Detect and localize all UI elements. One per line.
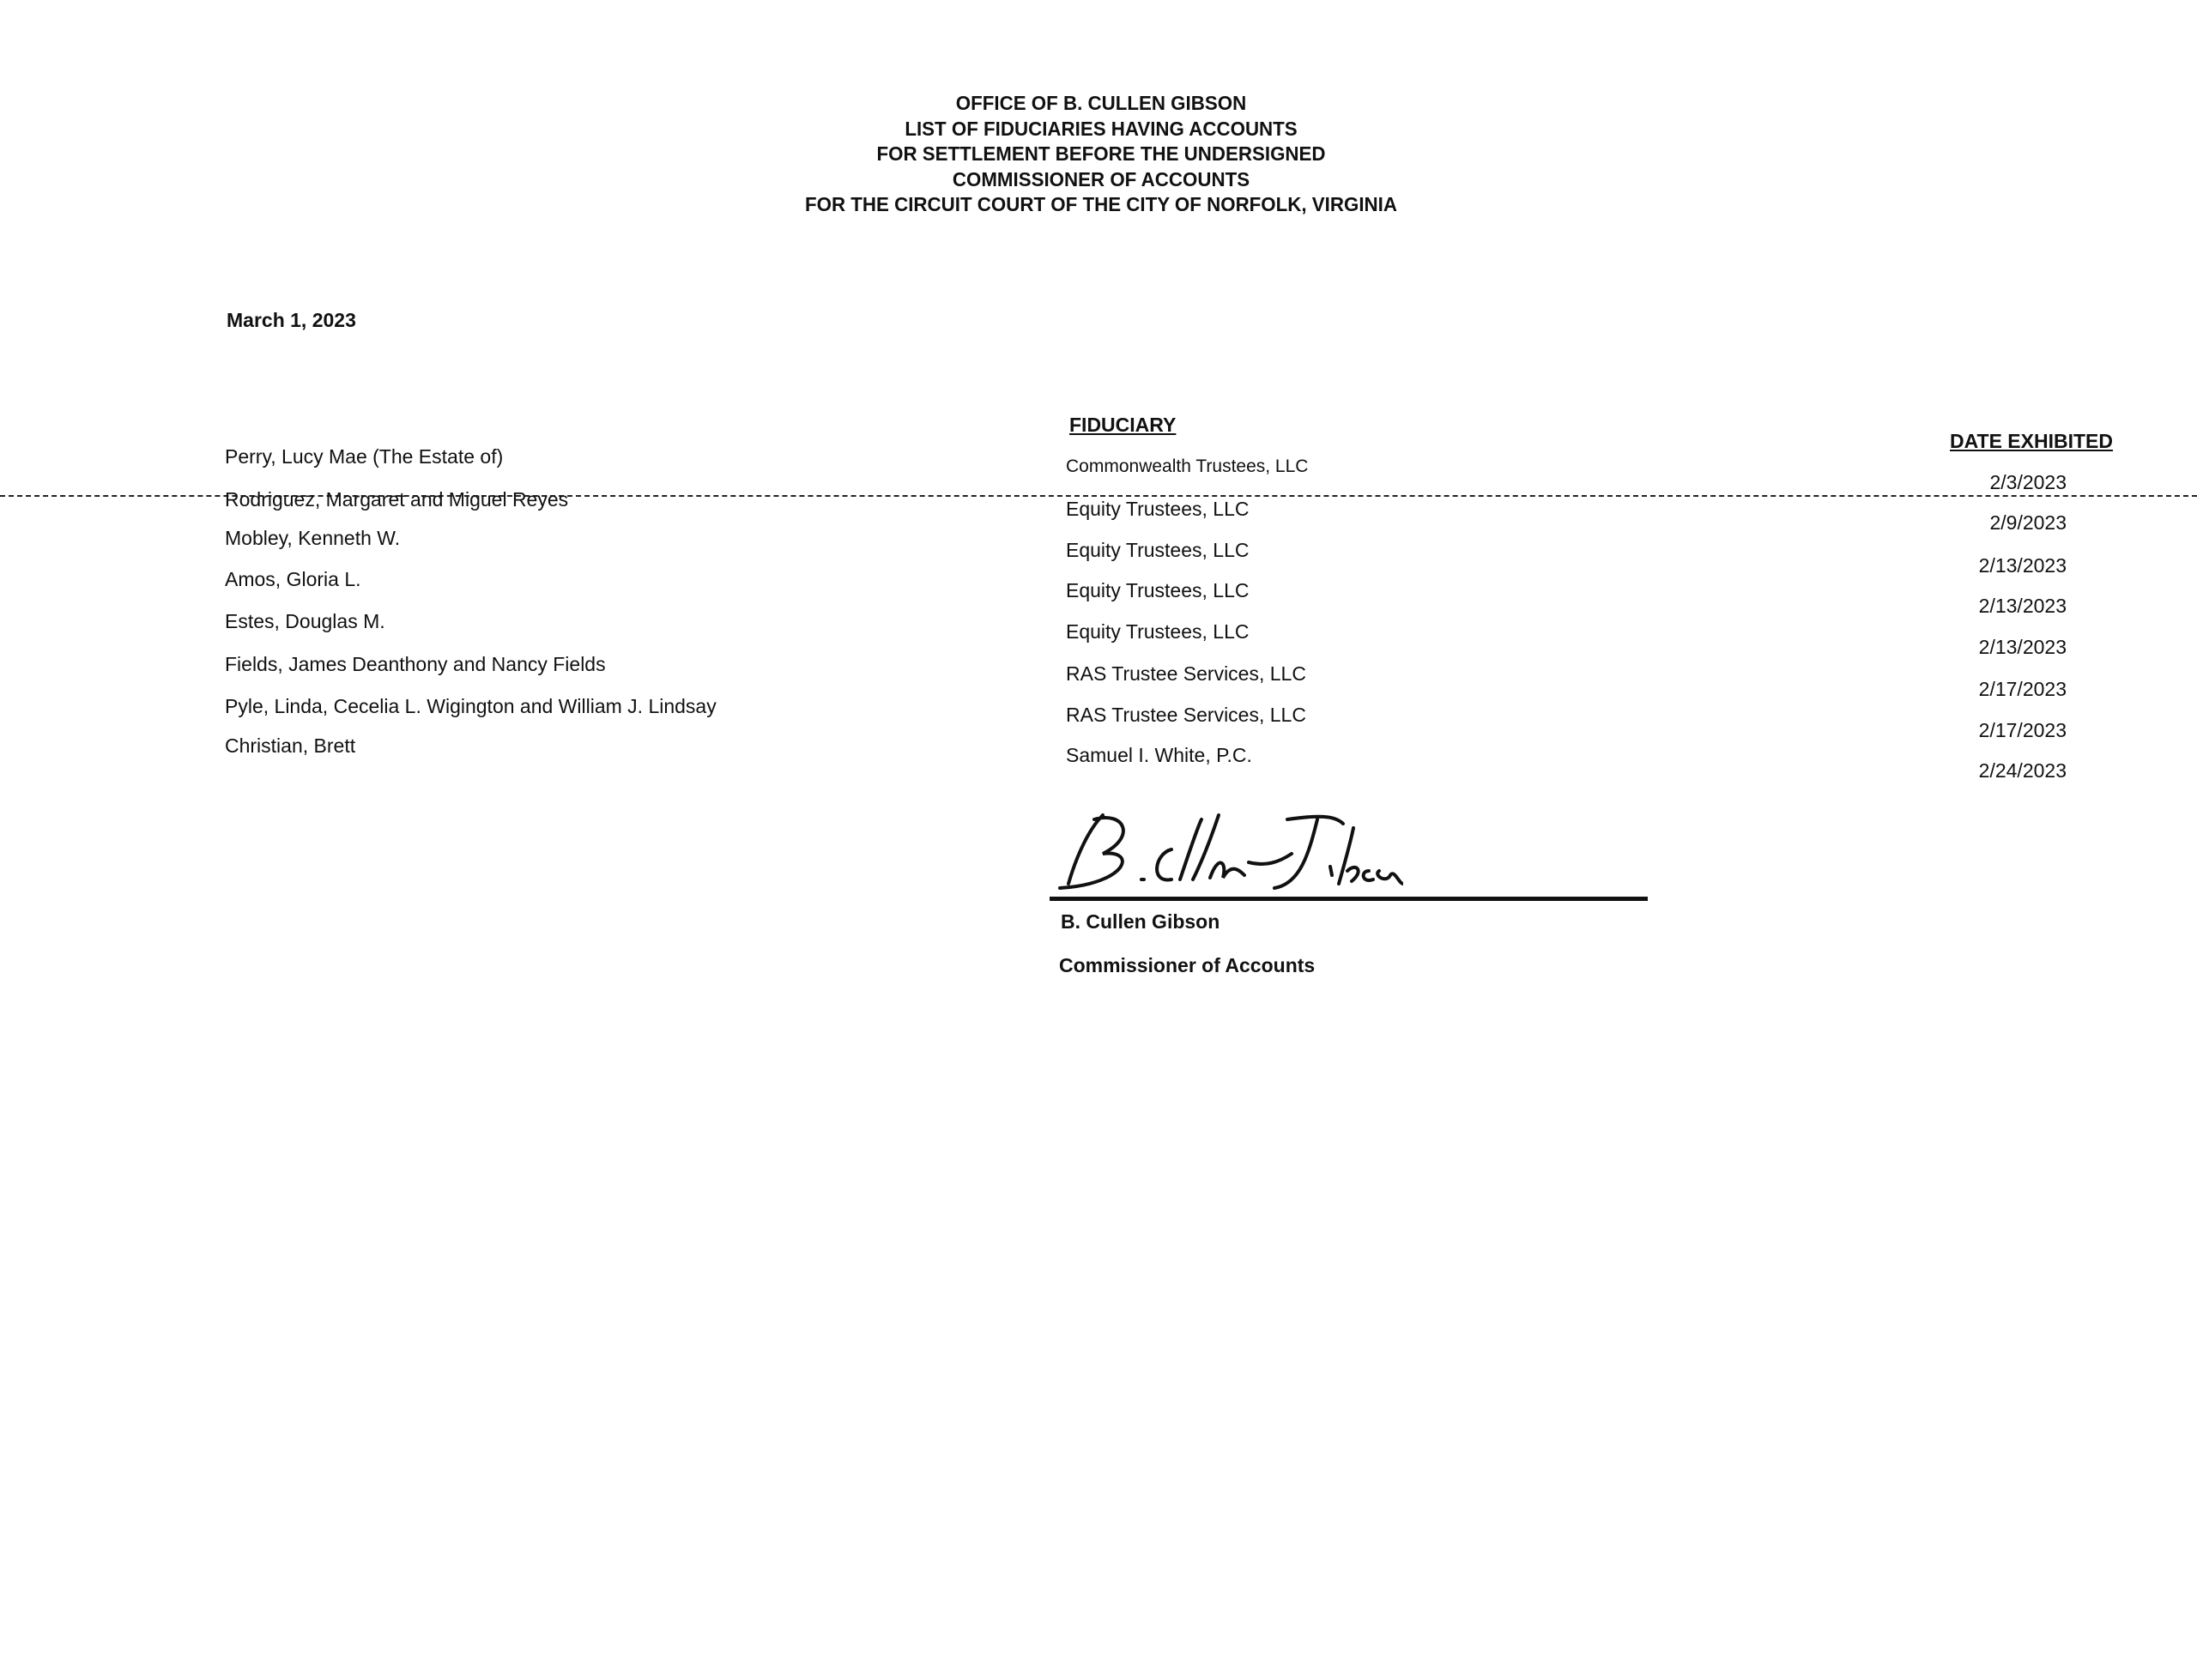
name-cell: Rodriguez, Margaret and Miguel Reyes <box>225 488 569 511</box>
header-line: FOR THE CIRCUIT COURT OF THE CITY OF NORFOLK, VIRGINIA <box>805 193 1397 215</box>
date-exhibited-cell: 2/17/2023 <box>1978 678 2067 700</box>
date-exhibited-column-header: DATE EXHIBITED <box>1950 430 2113 452</box>
fiduciary-cell: Commonwealth Trustees, LLC <box>1066 456 1309 476</box>
date-exhibited-cell: 2/13/2023 <box>1978 554 2067 577</box>
name-cell: Mobley, Kenneth W. <box>225 527 401 549</box>
header-line: LIST OF FIDUCIARIES HAVING ACCOUNTS <box>905 117 1298 140</box>
fiduciary-cell: Equity Trustees, LLC <box>1066 498 1250 520</box>
header-line: FOR SETTLEMENT BEFORE THE UNDERSIGNED <box>876 142 1326 165</box>
document-date: March 1, 2023 <box>227 309 356 331</box>
signature-line <box>1050 897 1648 901</box>
name-cell: Perry, Lucy Mae (The Estate of) <box>225 445 504 468</box>
date-exhibited-cell: 2/13/2023 <box>1978 595 2067 617</box>
signatory-title: Commissioner of Accounts <box>1059 954 1316 976</box>
fiduciary-cell: Equity Trustees, LLC <box>1066 579 1250 601</box>
fiduciary-cell: RAS Trustee Services, LLC <box>1066 704 1306 726</box>
fiduciary-cell: RAS Trustee Services, LLC <box>1066 662 1306 685</box>
date-exhibited-cell: 2/17/2023 <box>1978 719 2067 741</box>
fiduciary-cell: Equity Trustees, LLC <box>1066 539 1250 561</box>
date-exhibited-cell: 2/9/2023 <box>1989 511 2067 534</box>
signatory-name: B. Cullen Gibson <box>1061 910 1220 933</box>
name-cell: Pyle, Linda, Cecelia L. Wigington and William J. Lindsay <box>225 695 717 717</box>
header-line: COMMISSIONER OF ACCOUNTS <box>952 167 1250 190</box>
fiduciary-cell: Equity Trustees, LLC <box>1066 620 1250 643</box>
fiduciary-column-header: FIDUCIARY <box>1069 414 1177 436</box>
name-cell: Estes, Douglas M. <box>225 610 385 632</box>
fiduciary-cell: Samuel I. White, P.C. <box>1066 744 1252 766</box>
name-cell: Amos, Gloria L. <box>225 568 361 590</box>
date-exhibited-cell: 2/24/2023 <box>1978 759 2067 782</box>
name-cell: Fields, James Deanthony and Nancy Fields <box>225 653 606 675</box>
date-exhibited-cell: 2/13/2023 <box>1978 636 2067 658</box>
date-exhibited-cell: 2/3/2023 <box>1989 471 2067 493</box>
name-cell: Christian, Brett <box>225 734 356 757</box>
handwritten-signature <box>1043 802 1403 897</box>
header-line: OFFICE OF B. CULLEN GIBSON <box>955 92 1247 114</box>
document-header <box>33 91 2169 218</box>
